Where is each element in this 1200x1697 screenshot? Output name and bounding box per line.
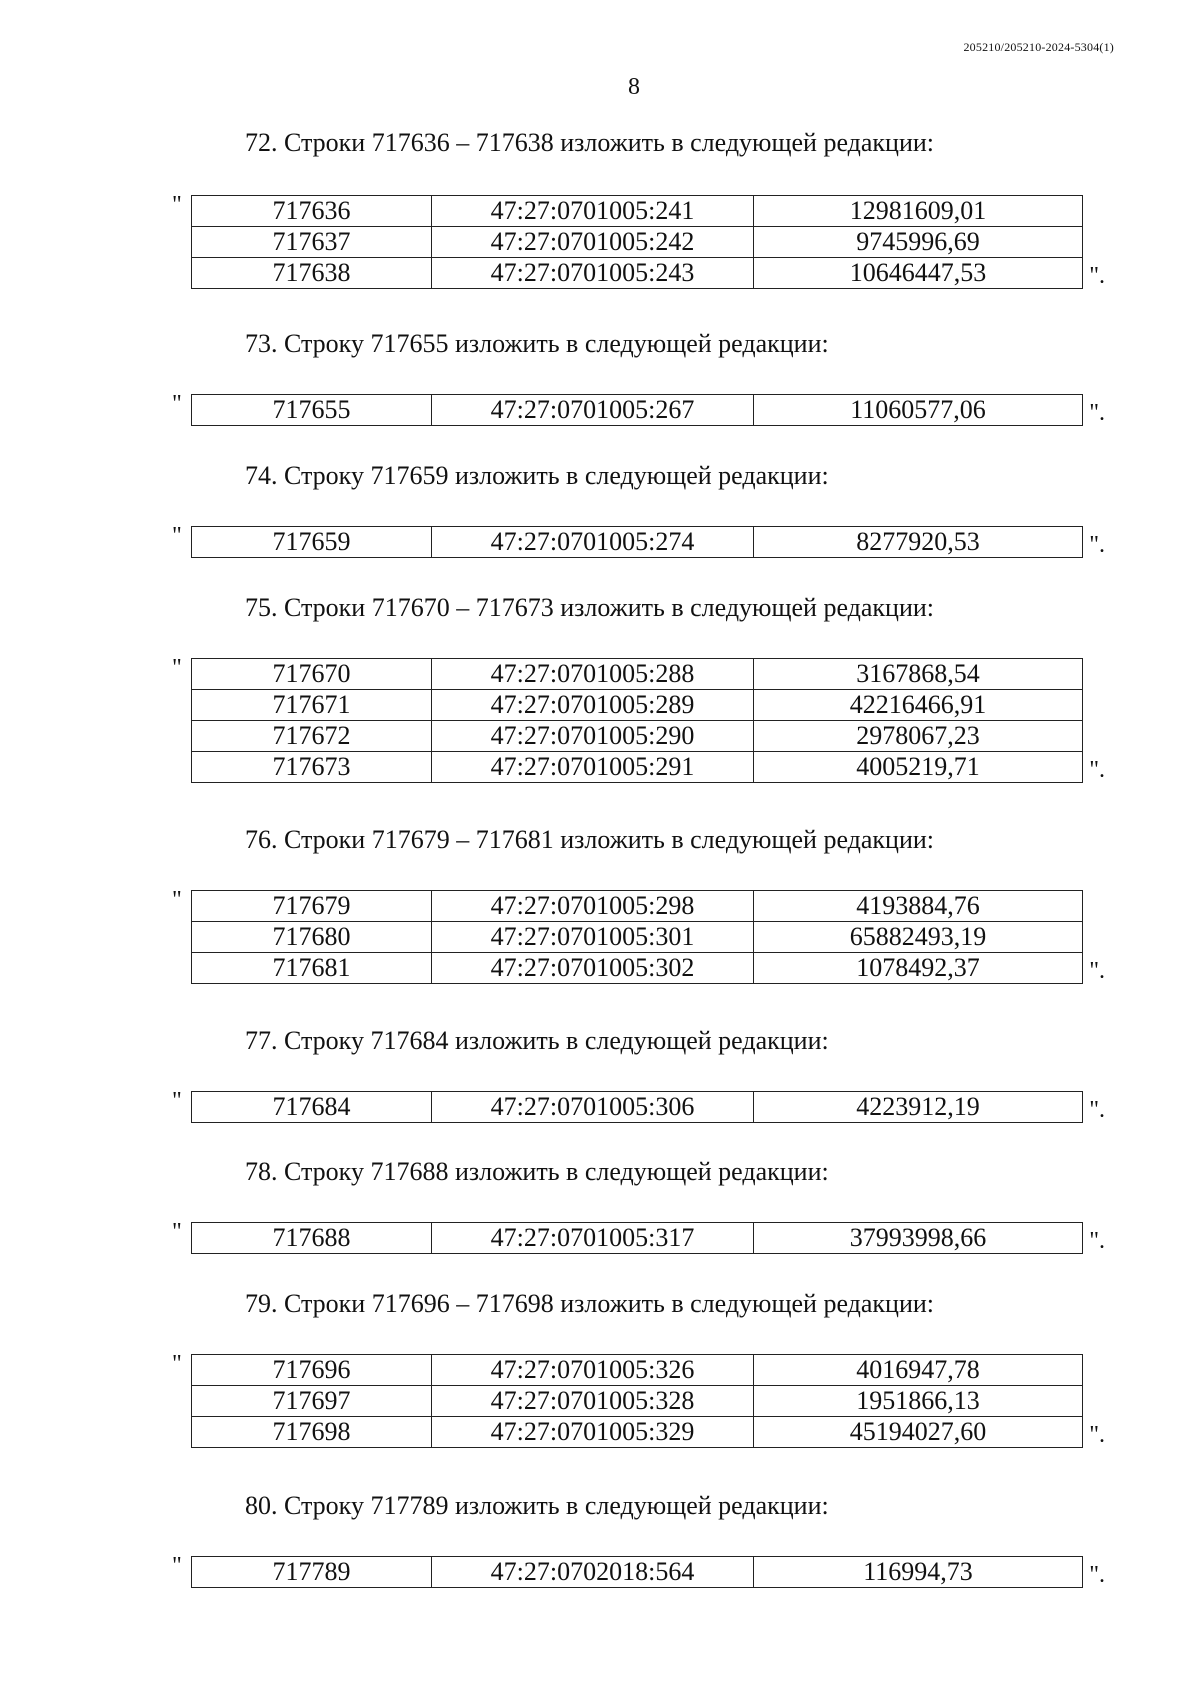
row-number-cell: 717638 [192, 258, 432, 289]
table-row [192, 721, 1083, 752]
amendment-table-block [172, 391, 1105, 426]
closing-quote: ". [1089, 757, 1105, 783]
value-cell: 65882493,19 [754, 922, 1083, 953]
row-number-cell: 717684 [192, 1092, 432, 1123]
cadastral-number-cell: 47:27:0701005:326 [432, 1355, 754, 1386]
amendment-table [191, 1222, 1083, 1254]
amendment-table [191, 658, 1083, 783]
table-row [192, 1223, 1083, 1254]
closing-quote: ". [1089, 1422, 1105, 1448]
opening-quote: " [172, 192, 182, 218]
amendment-heading: 73. Строку 717655 изложить в следующей редакции: [245, 329, 829, 358]
amendment-table [191, 1556, 1083, 1588]
row-number-cell: 717680 [192, 922, 432, 953]
table-row [192, 1417, 1083, 1448]
amendment-heading: 75. Строки 717670 – 717673 изложить в следующей редакции: [245, 593, 935, 622]
row-number-cell: 717673 [192, 752, 432, 783]
amendment-table-block [172, 887, 1105, 984]
row-number-cell: 717681 [192, 953, 432, 984]
table-row [192, 196, 1083, 227]
row-number-cell: 717789 [192, 1557, 432, 1588]
table-row [192, 690, 1083, 721]
cadastral-number-cell: 47:27:0701005:328 [432, 1386, 754, 1417]
value-cell: 42216466,91 [754, 690, 1083, 721]
amendment-table-block [172, 655, 1105, 783]
table-row [192, 395, 1083, 426]
amendment-heading: 76. Строки 717679 – 717681 изложить в следующей редакции: [245, 825, 935, 854]
closing-quote: ". [1089, 532, 1105, 558]
opening-quote: " [172, 1088, 182, 1114]
amendment-table-block [172, 1219, 1105, 1254]
table-row [192, 527, 1083, 558]
row-number-cell: 717698 [192, 1417, 432, 1448]
amendment-table-block [172, 1088, 1105, 1123]
cadastral-number-cell: 47:27:0701005:289 [432, 690, 754, 721]
table-row [192, 227, 1083, 258]
amendment-heading: 72. Строки 717636 – 717638 изложить в следующей редакции: [245, 128, 935, 157]
value-cell: 4016947,78 [754, 1355, 1083, 1386]
amendment-table [191, 394, 1083, 426]
cadastral-number-cell: 47:27:0701005:306 [432, 1092, 754, 1123]
opening-quote: " [172, 1351, 182, 1377]
opening-quote: " [172, 655, 182, 681]
cadastral-number-cell: 47:27:0701005:329 [432, 1417, 754, 1448]
value-cell: 3167868,54 [754, 659, 1083, 690]
amendment-table-block [172, 1553, 1105, 1588]
opening-quote: " [172, 1553, 182, 1579]
cadastral-number-cell: 47:27:0701005:241 [432, 196, 754, 227]
cadastral-number-cell: 47:27:0701005:288 [432, 659, 754, 690]
row-number-cell: 717697 [192, 1386, 432, 1417]
table-row [192, 1557, 1083, 1588]
opening-quote: " [172, 887, 182, 913]
cadastral-number-cell: 47:27:0701005:274 [432, 527, 754, 558]
cadastral-number-cell: 47:27:0701005:290 [432, 721, 754, 752]
table-row [192, 1386, 1083, 1417]
closing-quote: ". [1089, 1097, 1105, 1123]
value-cell: 1951866,13 [754, 1386, 1083, 1417]
value-cell: 8277920,53 [754, 527, 1083, 558]
row-number-cell: 717655 [192, 395, 432, 426]
cadastral-number-cell: 47:27:0702018:564 [432, 1557, 754, 1588]
amendment-table-block [172, 192, 1105, 289]
row-number-cell: 717672 [192, 721, 432, 752]
closing-quote: ". [1089, 263, 1105, 289]
amendment-table [191, 195, 1083, 289]
amendment-table [191, 526, 1083, 558]
row-number-cell: 717696 [192, 1355, 432, 1386]
value-cell: 2978067,23 [754, 721, 1083, 752]
cadastral-number-cell: 47:27:0701005:291 [432, 752, 754, 783]
amendment-heading: 78. Строку 717688 изложить в следующей редакции: [245, 1157, 829, 1186]
row-number-cell: 717659 [192, 527, 432, 558]
table-row [192, 953, 1083, 984]
amendment-table-block [172, 523, 1105, 558]
cadastral-number-cell: 47:27:0701005:317 [432, 1223, 754, 1254]
opening-quote: " [172, 391, 182, 417]
opening-quote: " [172, 523, 182, 549]
cadastral-number-cell: 47:27:0701005:302 [432, 953, 754, 984]
amendment-table [191, 1354, 1083, 1448]
document-number: 205210/205210-2024-5304(1) [963, 40, 1114, 54]
closing-quote: ". [1089, 1562, 1105, 1588]
table-row [192, 891, 1083, 922]
row-number-cell: 717670 [192, 659, 432, 690]
value-cell: 10646447,53 [754, 258, 1083, 289]
value-cell: 45194027,60 [754, 1417, 1083, 1448]
row-number-cell: 717688 [192, 1223, 432, 1254]
amendment-table [191, 1091, 1083, 1123]
row-number-cell: 717671 [192, 690, 432, 721]
row-number-cell: 717636 [192, 196, 432, 227]
table-row [192, 659, 1083, 690]
row-number-cell: 717679 [192, 891, 432, 922]
value-cell: 9745996,69 [754, 227, 1083, 258]
amendment-heading: 74. Строку 717659 изложить в следующей редакции: [245, 461, 829, 490]
page-number: 8 [628, 74, 640, 100]
amendment-heading: 77. Строку 717684 изложить в следующей редакции: [245, 1026, 829, 1055]
closing-quote: ". [1089, 400, 1105, 426]
table-row [192, 922, 1083, 953]
value-cell: 4223912,19 [754, 1092, 1083, 1123]
cadastral-number-cell: 47:27:0701005:267 [432, 395, 754, 426]
opening-quote: " [172, 1219, 182, 1245]
cadastral-number-cell: 47:27:0701005:243 [432, 258, 754, 289]
cadastral-number-cell: 47:27:0701005:242 [432, 227, 754, 258]
amendment-heading: 80. Строку 717789 изложить в следующей редакции: [245, 1491, 829, 1520]
cadastral-number-cell: 47:27:0701005:298 [432, 891, 754, 922]
table-row [192, 1092, 1083, 1123]
value-cell: 37993998,66 [754, 1223, 1083, 1254]
value-cell: 4193884,76 [754, 891, 1083, 922]
value-cell: 116994,73 [754, 1557, 1083, 1588]
value-cell: 1078492,37 [754, 953, 1083, 984]
closing-quote: ". [1089, 958, 1105, 984]
amendment-heading: 79. Строки 717696 – 717698 изложить в следующей редакции: [245, 1289, 935, 1318]
amendment-table [191, 890, 1083, 984]
table-row [192, 752, 1083, 783]
table-row [192, 1355, 1083, 1386]
row-number-cell: 717637 [192, 227, 432, 258]
value-cell: 11060577,06 [754, 395, 1083, 426]
value-cell: 4005219,71 [754, 752, 1083, 783]
table-row [192, 258, 1083, 289]
value-cell: 12981609,01 [754, 196, 1083, 227]
amendment-table-block [172, 1351, 1105, 1448]
cadastral-number-cell: 47:27:0701005:301 [432, 922, 754, 953]
closing-quote: ". [1089, 1228, 1105, 1254]
